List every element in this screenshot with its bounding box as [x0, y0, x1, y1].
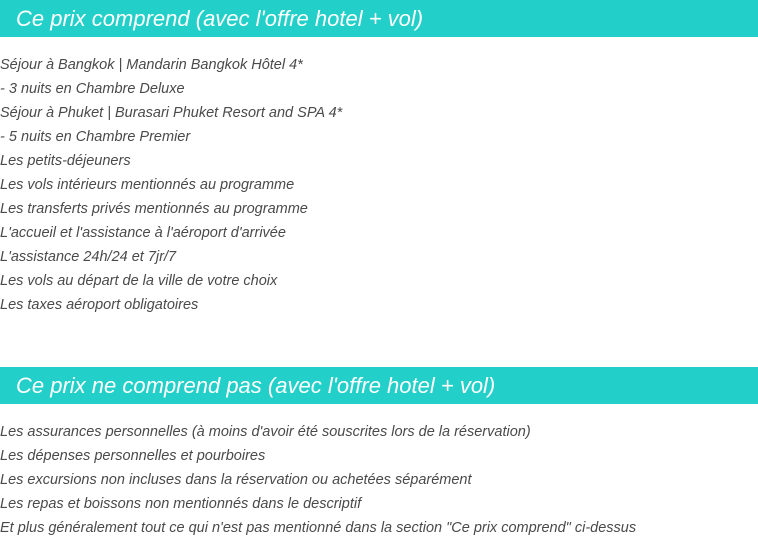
list-item: Les transferts privés mentionnés au programme: [0, 201, 308, 217]
excluded-items-list: [0, 420, 636, 540]
list-item: Et plus généralement tout ce qui n'est pas mentionné dans la section "Ce prix comprend" ci-dessus: [0, 520, 637, 536]
list-item: Les assurances personnelles (à moins d'avoir été souscrites lors de la réservation): [0, 424, 531, 440]
list-item: Les dépenses personnelles et pourboires: [0, 448, 266, 464]
excluded-section-header: Ce prix ne comprend pas (avec l'offre hotel + vol): [0, 367, 758, 404]
list-item: L'assistance 24h/24 et 7jr/7: [0, 249, 177, 265]
list-item: Les excursions non incluses dans la réservation ou achetées séparément: [0, 472, 472, 488]
list-item: - 3 nuits en Chambre Deluxe: [0, 81, 185, 97]
list-item: L'accueil et l'assistance à l'aéroport d'arrivée: [0, 225, 286, 241]
list-item: Les vols intérieurs mentionnés au programme: [0, 177, 295, 193]
included-section-header: Ce prix comprend (avec l'offre hotel + vol): [0, 0, 758, 37]
list-item: Séjour à Bangkok | Mandarin Bangkok Hôtel 4*: [0, 57, 303, 73]
included-items-list: [0, 53, 342, 317]
list-item: - 5 nuits en Chambre Premier: [0, 129, 191, 145]
list-item: Les taxes aéroport obligatoires: [0, 297, 199, 313]
list-item: Séjour à Phuket | Burasari Phuket Resort and SPA 4*: [0, 105, 343, 121]
list-item: Les vols au départ de la ville de votre choix: [0, 273, 278, 289]
list-item: Les repas et boissons non mentionnés dans le descriptif: [0, 496, 362, 512]
list-item: Les petits-déjeuners: [0, 153, 131, 169]
